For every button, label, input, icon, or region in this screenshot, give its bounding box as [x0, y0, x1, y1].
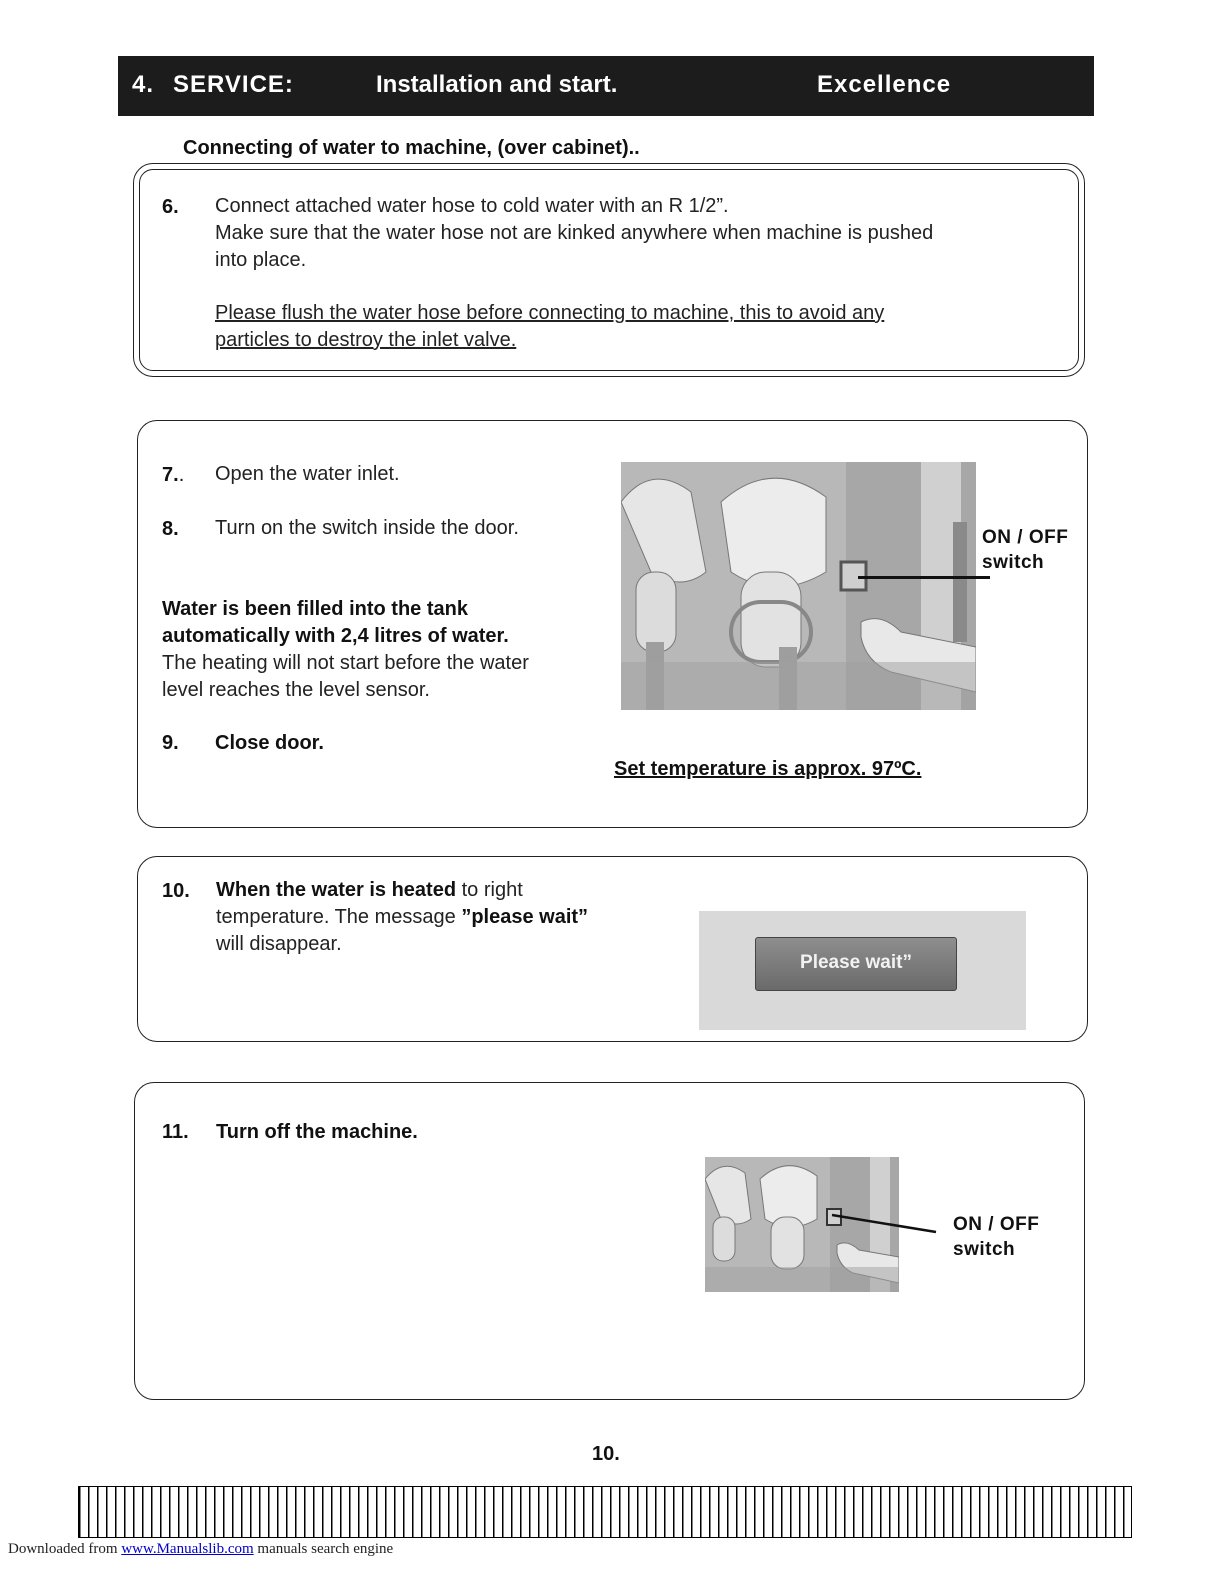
fill-note-line3: The heating will not start before the water: [162, 652, 529, 674]
step6-line3: into place.: [215, 249, 307, 271]
footer-suffix: manuals search engine: [253, 1541, 394, 1557]
switch-label-small-line1: ON / OFF: [953, 1214, 1040, 1235]
step8-number: 8.: [162, 518, 179, 540]
switch-label-small-line2: switch: [953, 1239, 1016, 1260]
section-title: Installation and start.: [376, 71, 618, 98]
step7-number: 7..: [162, 464, 185, 486]
fill-note-bold2: automatically with 2,4 litres of water.: [162, 625, 509, 647]
subtitle: Connecting of water to machine, (over cabinet)..: [183, 137, 640, 159]
display-panel: [699, 911, 1026, 1030]
switch-label-line2: switch: [982, 552, 1045, 573]
step9-text: Close door.: [215, 732, 324, 754]
step7-text: Open the water inlet.: [215, 463, 400, 485]
switch-label-small: [953, 1212, 1039, 1262]
section-service: SERVICE:: [173, 71, 294, 98]
step10-rest1: to right: [456, 879, 523, 901]
step11-number: 11.: [162, 1121, 189, 1143]
step6-warning2: particles to destroy the inlet valve.: [215, 329, 517, 351]
step10-line2a: temperature. The message: [216, 906, 462, 928]
step10-bold: When the water is heated: [216, 879, 457, 901]
fill-note: [162, 596, 602, 704]
page-number: 10.: [592, 1443, 620, 1465]
fill-note-bold1: Water is been filled into the tank: [162, 598, 468, 620]
model-name: Excellence: [817, 71, 952, 98]
switch-label: [982, 525, 1068, 575]
footer-prefix: Downloaded from: [8, 1541, 122, 1557]
step6-line2: Make sure that the water hose not are kinked anywhere when machine is pushed: [215, 222, 934, 244]
step6-number: 6.: [162, 196, 179, 218]
step6-line1: Connect attached water hose to cold water with an R 1/2”.: [215, 195, 729, 217]
please-wait-display: Please wait”: [755, 937, 957, 991]
step6-text: [215, 193, 1035, 354]
machine-photo: [621, 462, 976, 710]
switch-label-line1: ON / OFF: [982, 527, 1069, 548]
set-temperature-note: Set temperature is approx. 97ºC.: [614, 758, 922, 780]
section-header: [118, 56, 1094, 116]
switch-pointer-line-small: [830, 1210, 970, 1240]
fill-note-line4: level reaches the level sensor.: [162, 679, 430, 701]
footer: [8, 1541, 393, 1558]
step10-line3: will disappear.: [216, 933, 342, 955]
step9-number: 9.: [162, 732, 179, 754]
switch-pointer-line: [858, 576, 990, 579]
step10-text: [216, 877, 656, 958]
section-number: 4.: [132, 71, 155, 98]
step10-number: 10.: [162, 880, 190, 902]
footer-link[interactable]: www.Manualslib.com: [121, 1541, 254, 1557]
barcode-strip: [78, 1486, 1132, 1538]
step10-line2b: ”please wait”: [461, 906, 589, 928]
machine-photo-drawing: [621, 462, 976, 710]
step11-text: Turn off the machine.: [216, 1121, 418, 1143]
step8-text: Turn on the switch inside the door.: [215, 517, 519, 539]
step6-warning1: Please flush the water hose before connecting to machine, this to avoid any: [215, 302, 885, 324]
